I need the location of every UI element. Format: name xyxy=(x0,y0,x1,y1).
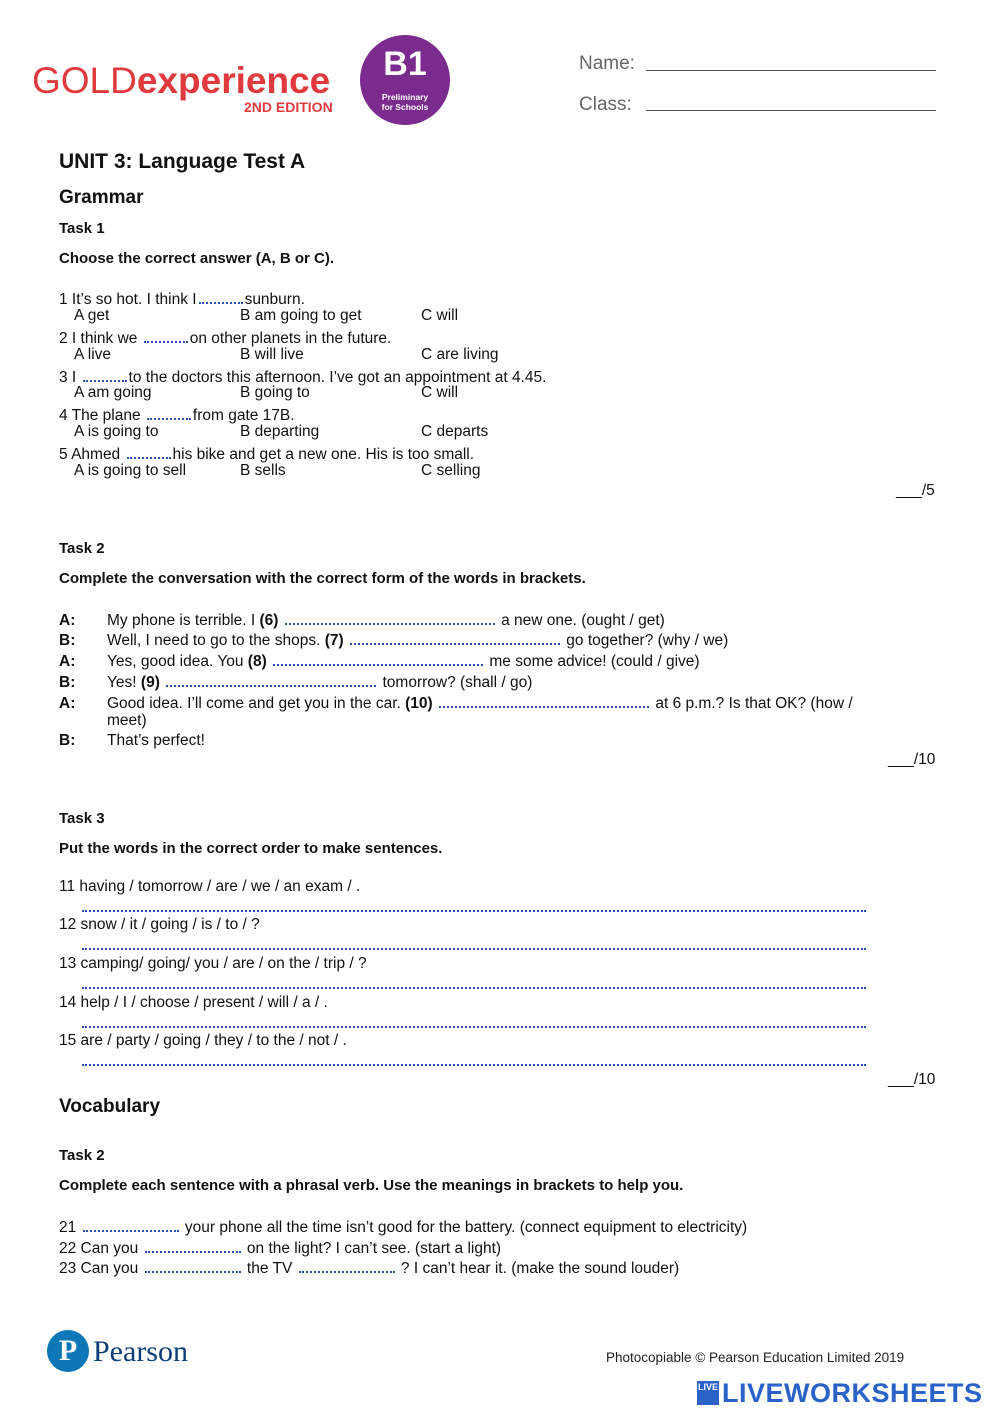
publisher-name: Pearson xyxy=(93,1335,188,1368)
speaker: A: xyxy=(59,653,76,670)
question-2: 2 I think we on other planets in the future. xyxy=(59,327,391,348)
dialogue-line-7: B: Well, I need to go to the shops. (7) go together? (why / we) xyxy=(59,629,728,650)
badge-level: B1 xyxy=(383,45,427,83)
dialogue-line-10: A: Good idea. I’ll come and get you in the car. (10) at 6 p.m.? Is that OK? (how / xyxy=(59,692,853,713)
dialogue-line-final: B: That’s perfect! xyxy=(59,732,205,749)
answer-blank-22[interactable] xyxy=(145,1237,241,1253)
answer-blank-21[interactable] xyxy=(83,1216,179,1232)
name-field[interactable] xyxy=(646,70,936,71)
task2-score: ___/10 xyxy=(888,751,936,768)
level-badge xyxy=(360,35,450,125)
dialogue-line-6: A: My phone is terrible. I (6) a new one. (ought / get) xyxy=(59,609,665,630)
dialogue-line-9: B: Yes! (9) tomorrow? (shall / go) xyxy=(59,671,532,692)
task3-instruction: Put the words in the correct order to make sentences. xyxy=(59,840,443,857)
class-field[interactable] xyxy=(646,110,936,111)
option-1c[interactable]: C will xyxy=(421,307,459,324)
speaker: B: xyxy=(59,732,76,749)
task2-heading: Task 2 xyxy=(59,540,105,557)
dialogue-line-10-continuation: meet) xyxy=(107,712,147,729)
answer-blank-8[interactable] xyxy=(273,650,483,666)
liveworksheets-logo-icon: LIVE xyxy=(697,1381,719,1405)
answer-line-12[interactable] xyxy=(82,948,866,950)
class-label: Class: xyxy=(579,94,632,115)
liveworksheets-watermark: LIVEWORKSHEETS xyxy=(722,1378,983,1408)
answer-line-13[interactable] xyxy=(82,987,866,989)
dialogue-line-8: A: Yes, good idea. You (8) me some advice! (could / give) xyxy=(59,650,700,671)
brand-gold: GOLD xyxy=(32,60,137,101)
vocab-item-22: 22 Can you on the light? I can’t see. (start a light) xyxy=(59,1237,501,1258)
option-2b[interactable]: B will live xyxy=(240,346,304,363)
reorder-item-13: 13 camping/ going/ you / are / on the / trip / ? xyxy=(59,955,367,972)
answer-blank-10[interactable] xyxy=(439,692,649,708)
answer-blank-3[interactable] xyxy=(83,366,127,382)
answer-blank-9[interactable] xyxy=(166,671,376,687)
answer-line-14[interactable] xyxy=(82,1026,866,1028)
option-5c[interactable]: C selling xyxy=(421,462,481,479)
option-3c[interactable]: C will xyxy=(421,384,459,401)
speaker: A: xyxy=(59,612,76,629)
option-3a[interactable]: A am going xyxy=(74,384,152,401)
answer-line-11[interactable] xyxy=(82,910,866,912)
badge-line1: Preliminary xyxy=(381,92,429,102)
task3-heading: Task 3 xyxy=(59,810,105,827)
task3-score: ___/10 xyxy=(888,1071,936,1088)
page-title: UNIT 3: Language Test A xyxy=(59,150,306,173)
answer-blank-23b[interactable] xyxy=(299,1257,395,1273)
question-3: 3 I to the doctors this afternoon. I’ve got an appointment at 4.45. xyxy=(59,366,546,387)
answer-blank-1[interactable] xyxy=(199,288,243,304)
vocab-item-23: 23 Can you the TV ? I can’t hear it. (make the sound louder) xyxy=(59,1257,679,1278)
question-4: 4 The plane from gate 17B. xyxy=(59,404,295,425)
answer-blank-4[interactable] xyxy=(147,404,191,420)
vocabulary-heading: Vocabulary xyxy=(59,1096,161,1117)
speaker: B: xyxy=(59,674,76,691)
task1-heading: Task 1 xyxy=(59,220,105,237)
reorder-item-14: 14 help / I / choose / present / will / a / . xyxy=(59,994,328,1011)
option-1b[interactable]: B am going to get xyxy=(240,307,362,324)
option-1a[interactable]: A get xyxy=(74,307,110,324)
answer-blank-7[interactable] xyxy=(350,629,560,645)
option-4c[interactable]: C departs xyxy=(421,423,489,440)
option-5b[interactable]: B sells xyxy=(240,462,286,479)
option-2c[interactable]: C are living xyxy=(421,346,499,363)
brand-logo xyxy=(32,60,330,102)
question-1: 1 It’s so hot. I think I sunburn. xyxy=(59,288,305,309)
option-4a[interactable]: A is going to xyxy=(74,423,159,440)
vocab-item-21: 21 your phone all the time isn’t good for the battery. (connect equipment to electricity) xyxy=(59,1216,747,1237)
vocab-task2-instruction: Complete each sentence with a phrasal verb. Use the meanings in brackets to help you. xyxy=(59,1177,684,1194)
question-5: 5 Ahmed his bike and get a new one. His is too small. xyxy=(59,443,474,464)
option-5a[interactable]: A is going to sell xyxy=(74,462,187,479)
answer-blank-5[interactable] xyxy=(127,443,171,459)
brand-experience: experience xyxy=(136,60,331,101)
edition-label: 2ND EDITION xyxy=(244,99,333,115)
badge-line2: for Schools xyxy=(381,102,429,112)
task1-score: ___/5 xyxy=(896,482,935,499)
speaker: B: xyxy=(59,632,76,649)
grammar-heading: Grammar xyxy=(59,187,144,208)
option-3b[interactable]: B going to xyxy=(240,384,310,401)
task2-instruction: Complete the conversation with the correct form of the words in brackets. xyxy=(59,570,586,587)
copyright-notice: Photocopiable © Pearson Education Limited 2019 xyxy=(606,1350,905,1365)
pearson-logo-icon: P xyxy=(47,1330,89,1372)
answer-blank-6[interactable] xyxy=(285,609,495,625)
answer-blank-23a[interactable] xyxy=(145,1257,241,1273)
name-label: Name: xyxy=(579,53,635,74)
option-2a[interactable]: A live xyxy=(74,346,112,363)
reorder-item-15: 15 are / party / going / they / to the / not / . xyxy=(59,1032,347,1049)
option-4b[interactable]: B departing xyxy=(240,423,320,440)
answer-line-15[interactable] xyxy=(82,1064,866,1066)
reorder-item-11: 11 having / tomorrow / are / we / an exam / . xyxy=(59,878,361,895)
task1-instruction: Choose the correct answer (A, B or C). xyxy=(59,250,335,267)
speaker: A: xyxy=(59,695,76,712)
answer-blank-2[interactable] xyxy=(144,327,188,343)
vocab-task2-heading: Task 2 xyxy=(59,1147,105,1164)
reorder-item-12: 12 snow / it / going / is / to / ? xyxy=(59,916,260,933)
badge-subtitle xyxy=(360,92,450,112)
